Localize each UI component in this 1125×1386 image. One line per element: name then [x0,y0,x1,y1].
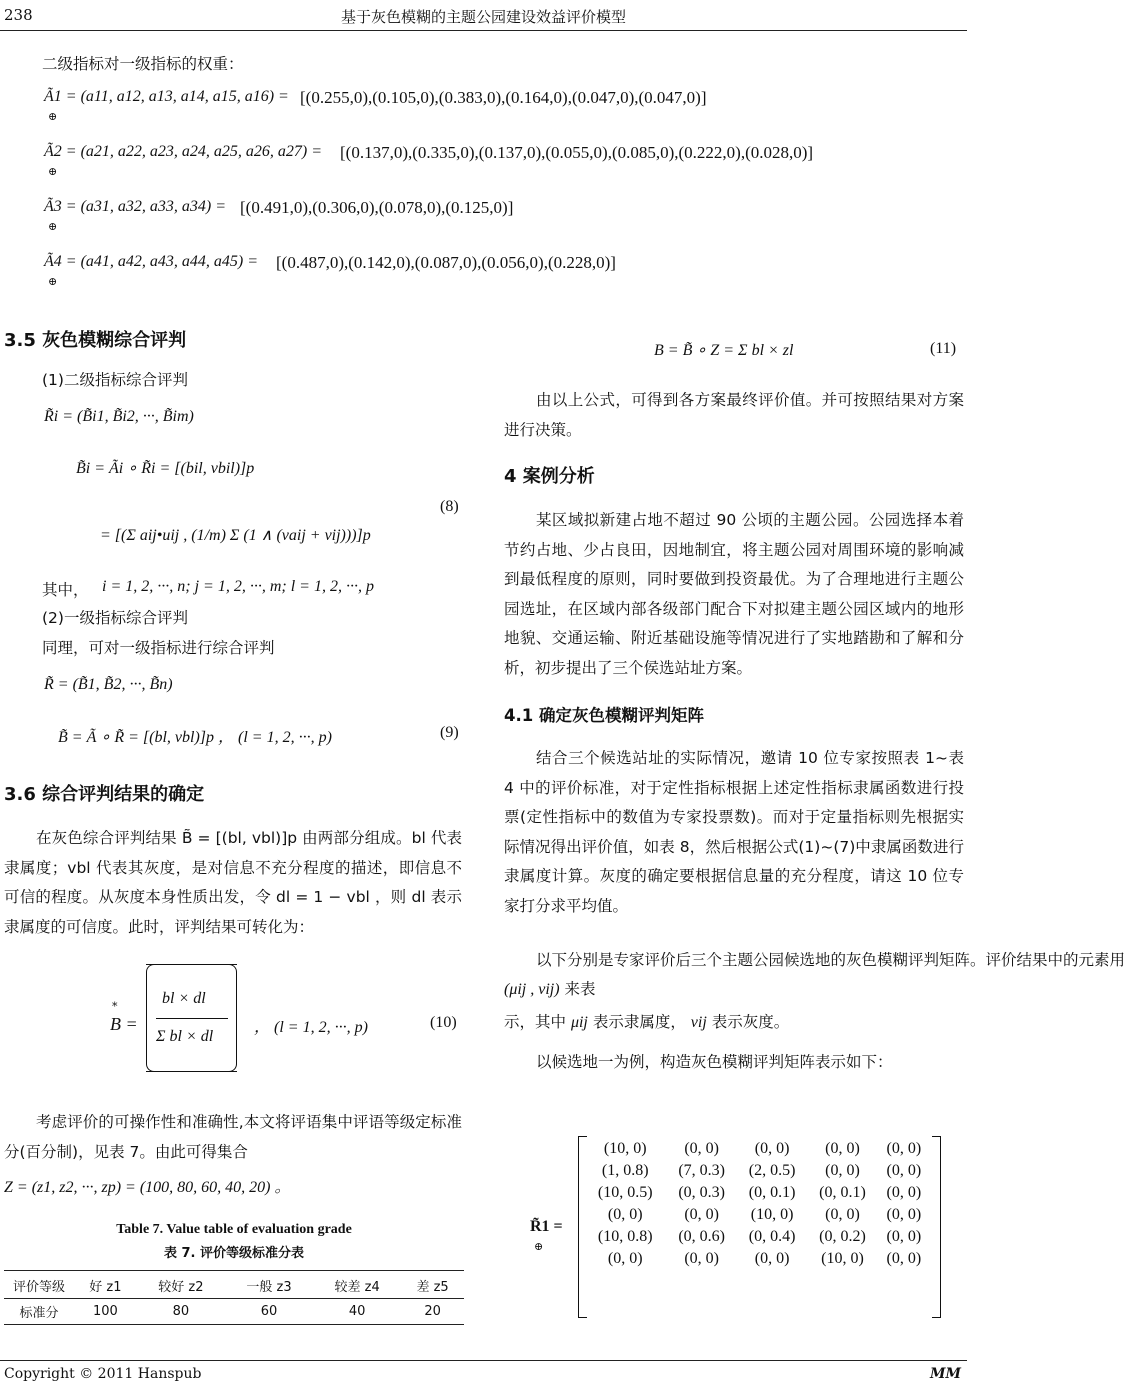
matrix-cell: (10, 0.5) [597,1184,653,1201]
matrix-cell: (10, 0) [750,1206,794,1223]
matrix-label: R̃1 = [530,1218,563,1235]
table-cell: 标准分 [19,1306,59,1321]
matrix-cell: (0, 0.2) [819,1228,866,1245]
matrix-cell: (0, 0.1) [819,1184,866,1201]
eq-b-tilde: B̃ = Ã ∘ R̃ = [(bl, vbl)]p ， (l = 1, 2, ···, p) [58,729,332,746]
equation-number-11: (11) [930,340,957,357]
v-symbol: vij [690,1014,707,1031]
matrix-cell: (0, 0) [754,1140,790,1157]
page-number: 238 [4,6,33,24]
table-header-cell: 评价等级 [12,1280,65,1295]
table7-caption-zh: 表 7. 评价等级标准分表 [163,1246,305,1261]
table-header-cell: 差 z5 [416,1280,449,1295]
mu-v-pair: (μij , vij) [504,981,560,998]
table7-caption-en: Table 7. Value table of evaluation grade [116,1222,352,1237]
fraction-bar [156,1018,228,1019]
section-4-1-title: 4.1 确定灰色模糊评判矩阵 [504,706,704,725]
table-header-cell: 较好 z2 [158,1280,204,1295]
experts-text-line2 [504,974,964,1005]
matrix-cell: (0, 0) [825,1162,860,1179]
matrix-cell: (0, 0.4) [748,1228,796,1245]
table-header-row [4,1273,464,1299]
section-3-5-title: 3.5 灰色模糊综合评判 [4,330,187,351]
weight-a1-values: [(0.255,0),(0.105,0),(0.383,0),(0.164,0),(0.047,0),(0.047,0)] [300,88,707,107]
experts-text-a: 以下分别是专家评价后三个主题公园候选地的灰色模糊评判矩阵。评价结果中的元素用 [536,951,1125,969]
weight-a2-values: [(0.137,0),(0.335,0),(0.137,0),(0.055,0),(0.085,0),(0.222,0),(0.028,0)] [340,143,814,162]
oplus-icon: ⊕ [48,110,58,123]
experts-text-c3: 表示灰度。 [711,1013,790,1031]
equation-number-9: (9) [440,724,459,741]
matrix-cell: (0, 0) [607,1206,643,1223]
header-rule [0,30,967,31]
matrix-bracket-right [932,1136,941,1318]
where-label: 其中， [42,581,89,599]
oplus-icon: ⊕ [48,165,58,178]
matrix-cell: (0, 0) [754,1250,790,1267]
weight-a4-values: [(0.487,0),(0.142,0),(0.087,0),(0.056,0),(0.228,0)] [276,253,616,272]
subsection-2-label: (2)一级指标综合评判 [42,609,188,627]
final-value-paragraph: 由以上公式，可得到各方案最终评价值。并可按照结果对方案进行决策。 [504,391,964,439]
matrix-cell: (0, 0) [825,1140,860,1157]
section-3-6-title: 3.6 综合评判结果的确定 [4,784,205,805]
table7 [4,1273,464,1325]
matrix-row [584,1204,930,1226]
subsection-1-label: (1)二级指标综合评判 [42,371,188,389]
table-header-cell: 好 z1 [89,1280,122,1295]
experts-text-c1: 示，其中 [504,1013,567,1031]
matrix-row [584,1160,930,1182]
oplus-icon: ⊕ [48,275,58,288]
footer-rule [0,1360,967,1361]
table-header-cell: 一般 z3 [246,1280,292,1295]
eq-r-tilde-i: R̃i = (B̃i1, B̃i2, ···, B̃im) [44,408,194,425]
weight-a1-lhs: Ã1 = (a11, a12, a13, a14, a15, a16) = [44,88,289,105]
asterisk-icon: * [112,1000,118,1013]
copyright: Copyright © 2011 Hanspub [4,1366,202,1382]
eq10-range: ， (l = 1, 2, ···, p) [254,1019,368,1036]
section-4-1-paragraph: 结合三个候选站址的实际情况，邀请 10 位专家按照表 1~表 4 中的评价标准，对于定性指标根据上述定性指标隶属函数进行投票(定性指标中的数值为专家投票数)。而对于定量指标则先根据实际情况得出评价值，如表 8，然后根据公式(1)~(7)中隶属函数进行隶属度计算。灰度的确定要根据信息量的充分程度，请这 10 位专家打分求平均值。 [504,749,964,915]
matrix-cell: (7, 0.3) [678,1162,725,1179]
matrix-cell: (0, 0) [684,1206,719,1223]
table-cell: 100 [92,1304,118,1319]
z-set-equation: Z = (z1, z2, ···, zp) = (100, 80, 60, 40, 20) 。 [4,1179,291,1196]
matrix-cell: (0, 0) [886,1250,922,1267]
where-ranges: i = 1, 2, ···, n; j = 1, 2, ···, m; l = 1, 2, ···, p [102,578,374,595]
matrix-cell: (10, 0.8) [597,1228,653,1245]
case-paragraph: 某区域拟新建占地不超过 90 公顷的主题公园。公园选择本着节约占地、少占良田，因地制宜，将主题公园对周围环境的影响减到最低程度的原则，同时要做到投资最优。为了合理地进行主题公园选址，在区域内部各级部门配合下对拟建主题公园区域内的地形地貌、交通运输、附近基础设施等情况进行了实地踏勘和了解和分析，初步提出了三个侯选站址方案。 [504,511,964,677]
eq10-denominator: Σ bl × dl [156,1028,214,1045]
matrix-row [584,1138,930,1160]
matrix-cell: (0, 0.6) [678,1228,725,1245]
matrix-row [584,1182,930,1204]
matrix-cell: (1, 0.8) [601,1162,649,1179]
eq-sum-expression: = [(Σ aij•uij , (1/m) Σ (1 ∧ (vaij + vij)))]p [100,527,371,544]
eq-b-tilde-i: B̃i = Ãi ∘ R̃i = [(bil, vbil)]p [76,460,255,477]
table-header-cell: 较差 z4 [334,1280,380,1295]
matrix-cell: (2, 0.5) [748,1162,796,1179]
table-cell: 60 [260,1304,278,1319]
matrix-cell: (0, 0) [886,1162,922,1179]
table-top-rule [4,1270,464,1271]
section-3-6-paragraph-2: 考虑评价的可操作性和准确性,本文将评语集中评语等级定标准分(百分制)，见表 7。由此可得集合 [4,1113,462,1161]
eq-r-tilde: R̃ = (B̃1, B̃2, ···, B̃n) [44,676,173,693]
experts-text-c2: 表示隶属度， [592,1013,686,1031]
matrix-cell: (0, 0) [886,1140,922,1157]
mu-symbol: μij [570,1014,588,1031]
eq10-lhs: B = [110,1014,138,1034]
similarly-text: 同理，可对一级指标进行综合评判 [42,639,275,657]
running-title: 基于灰色模糊的主题公园建设效益评价模型 [340,8,626,26]
table-cell: 40 [348,1304,366,1319]
equation-number-10: (10) [430,1014,457,1031]
matrix-cell: (0, 0) [825,1206,860,1223]
matrix-cell: (0, 0) [886,1184,922,1201]
matrix-intro-paragraph: 以候选地一为例，构造灰色模糊评判矩阵表示如下： [536,1053,893,1071]
weight-a2-lhs: Ã2 = (a21, a22, a23, a24, a25, a26, a27) = [44,143,323,160]
table-cell: 20 [424,1304,441,1319]
table-cell: 80 [172,1304,190,1319]
eq10-numerator: bl × dl [162,990,206,1007]
matrix-cell: (0, 0) [684,1250,719,1267]
matrix-row [584,1248,930,1270]
matrix-cell: (0, 0) [886,1228,922,1245]
experts-text-line3 [504,1010,789,1032]
section-3-6-paragraph-1: 在灰色综合评判结果 B̃ = [(bl, vbl)]p 由两部分组成。bl 代表隶属度；vbl 代表其灰度，是对信息不充分程度的描述，即信息不可信的程度。从灰度本身性质出发，令 dl = 1 − vbl ，则 dl 表示隶属度的可信度。此时，评判结果可转化为： [4,829,462,936]
matrix-cell: (0, 0.3) [678,1184,725,1201]
oplus-icon: ⊕ [534,1240,544,1253]
table-row [4,1299,464,1325]
equation-number-8: (8) [440,498,459,515]
section-4-title: 4 案例分析 [504,466,595,487]
matrix-row [584,1226,930,1248]
matrix-cell: (10, 0) [821,1250,864,1267]
experts-text-line1 [536,948,1125,970]
grey-fuzzy-matrix [584,1138,930,1270]
matrix-cell: (0, 0.1) [748,1184,796,1201]
matrix-cell: (10, 0) [603,1140,647,1157]
weight-a3-lhs: Ã3 = (a31, a32, a33, a34) = [44,198,227,215]
matrix-cell: (0, 0) [684,1140,719,1157]
weight-a4-lhs: Ã4 = (a41, a42, a43, a44, a45) = [44,253,259,270]
matrix-cell: (0, 0) [886,1206,922,1223]
experts-text-b: 来表 [564,980,596,998]
oplus-icon: ⊕ [48,220,58,233]
eq11: B = B̃ ∘ Z = Σ bl × zl [654,342,794,359]
matrix-cell: (0, 0) [607,1250,643,1267]
weights-intro: 二级指标对一级指标的权重： [42,55,244,73]
journal-abbrev: MM [930,1366,961,1382]
weight-a3-values: [(0.491,0),(0.306,0),(0.078,0),(0.125,0)] [240,198,514,217]
